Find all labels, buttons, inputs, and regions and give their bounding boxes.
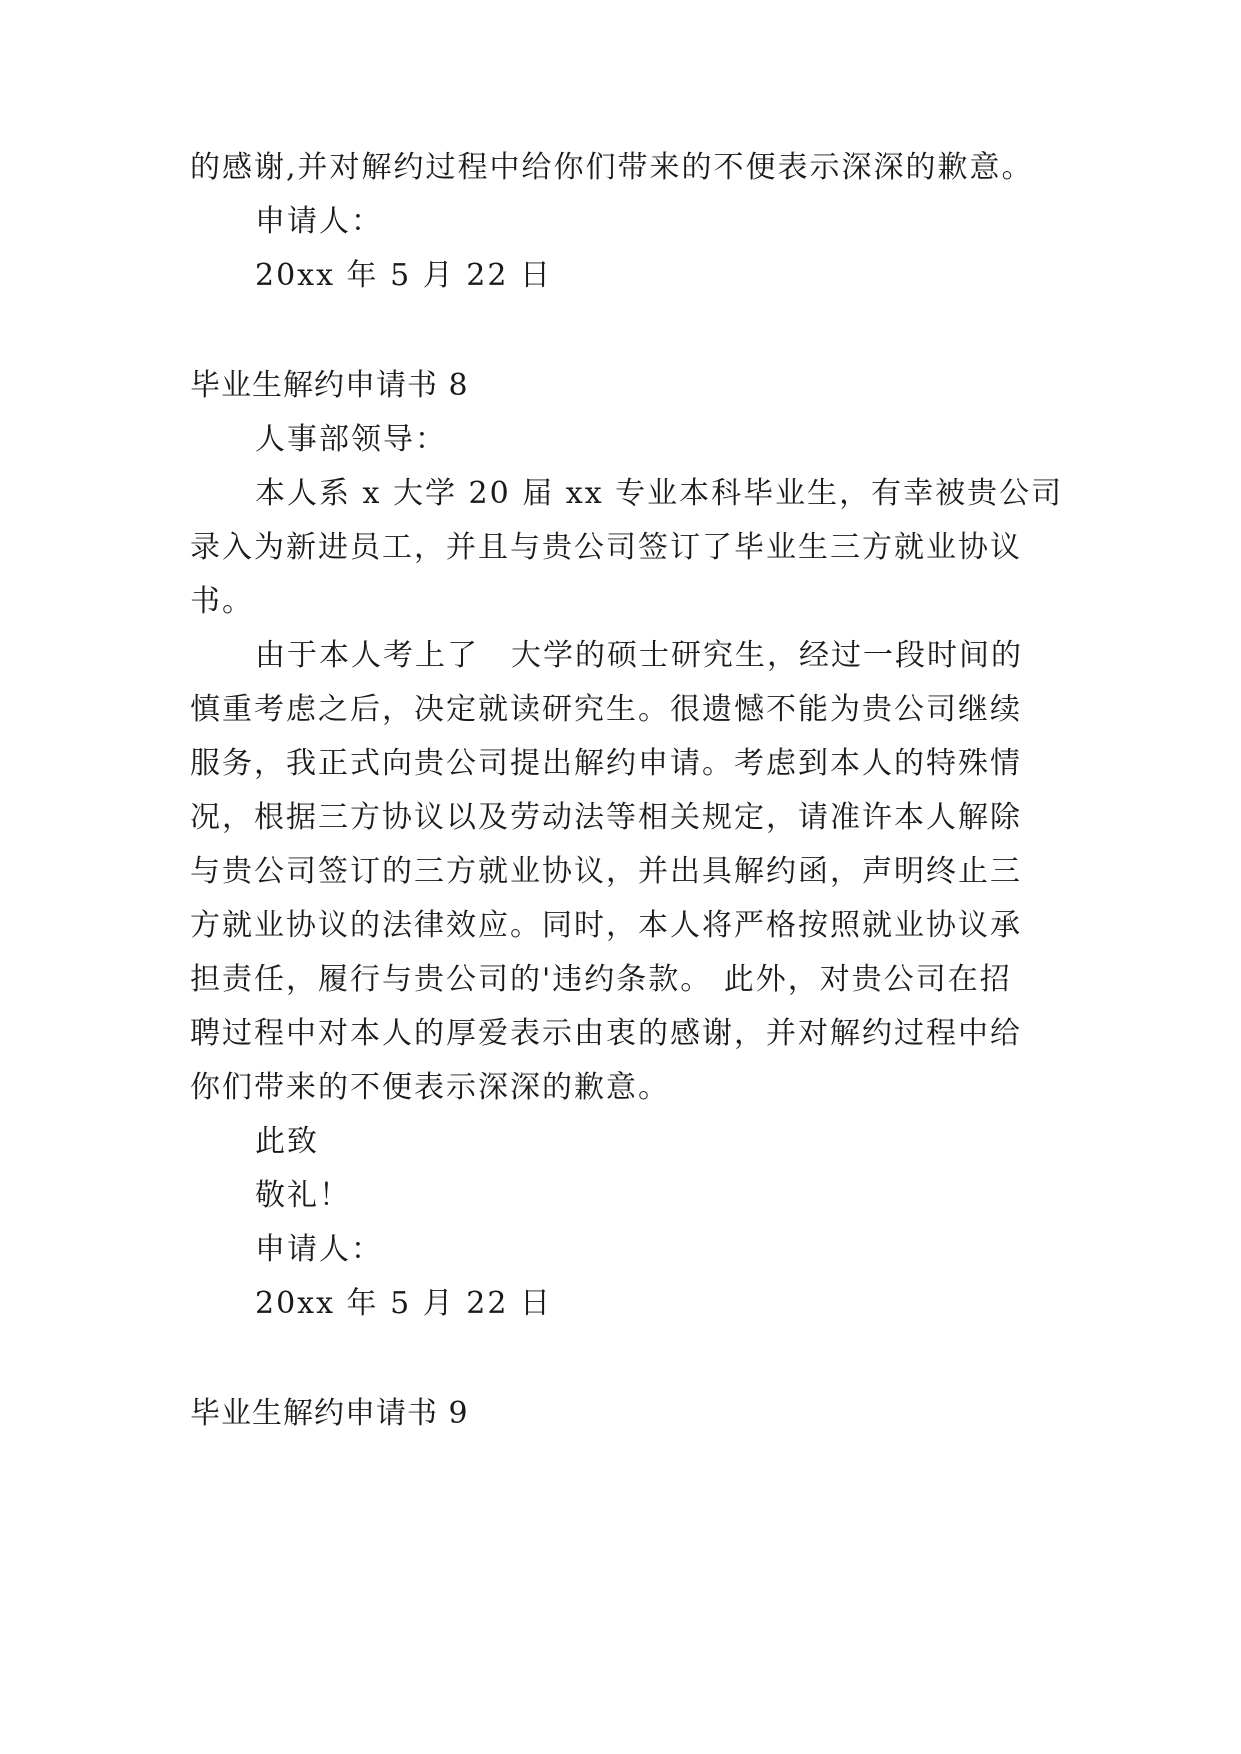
salutation: 人事部领导： [255, 422, 447, 457]
section-heading: 毕业生解约申请书 8 [190, 368, 469, 403]
closing-line: 此致 [255, 1124, 319, 1159]
section-heading: 毕业生解约申请书 9 [190, 1396, 469, 1431]
paragraph-tail: 的感谢,并对解约过程中给你们带来的不便表示深深的歉意。 [190, 150, 1034, 185]
applicant-label: 申请人： [255, 204, 383, 239]
date-line: 20xx 年 5 月 22 日 [255, 258, 552, 293]
body-line: 慎重考虑之后，决定就读研究生。很遗憾不能为贵公司继续 [190, 692, 1022, 727]
date-line: 20xx 年 5 月 22 日 [255, 1286, 552, 1321]
body-line: 服务，我正式向贵公司提出解约申请。考虑到本人的特殊情 [190, 746, 1022, 781]
closing-line: 敬礼！ [255, 1178, 351, 1213]
body-line: 况，根据三方协议以及劳动法等相关规定，请准许本人解除 [190, 800, 1022, 835]
body-line: 方就业协议的法律效应。同时，本人将严格按照就业协议承 [190, 908, 1022, 943]
body-line: 本人系 x 大学 20 届 xx 专业本科毕业生，有幸被贵公司 [255, 476, 1064, 511]
body-line: 录入为新进员工，并且与贵公司签订了毕业生三方就业协议 [190, 530, 1022, 565]
body-line: 聘过程中对本人的厚爱表示由衷的感谢，并对解约过程中给 [190, 1016, 1022, 1051]
body-line: 由于本人考上了 大学的硕士研究生，经过一段时间的 [255, 638, 1023, 673]
body-line: 书。 [190, 584, 254, 619]
body-line: 担责任，履行与贵公司的'违约条款。 此外，对贵公司在招 [190, 962, 1012, 997]
body-line: 你们带来的不便表示深深的歉意。 [190, 1070, 670, 1105]
body-line: 与贵公司签订的三方就业协议，并出具解约函，声明终止三 [190, 854, 1022, 889]
applicant-label: 申请人： [255, 1232, 383, 1267]
